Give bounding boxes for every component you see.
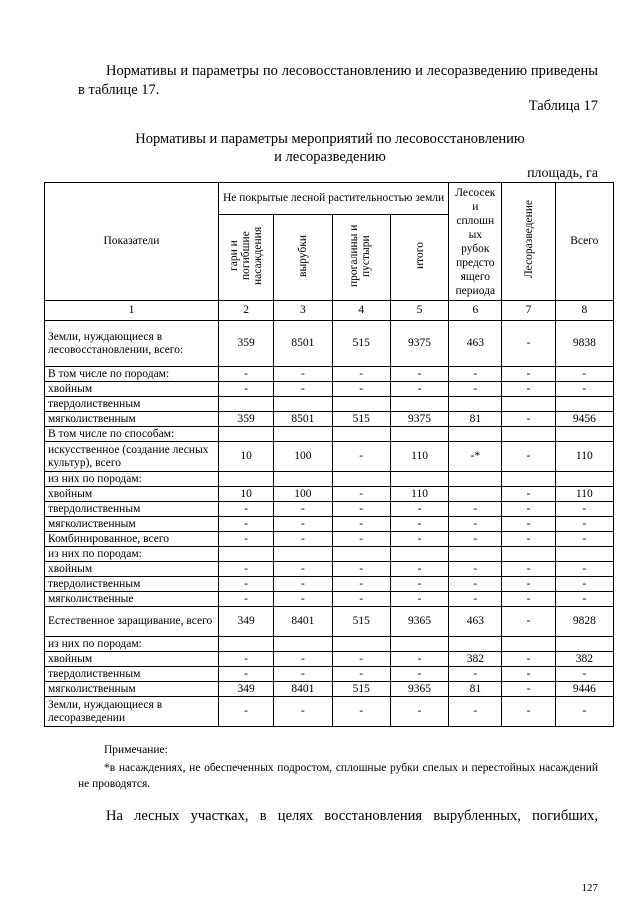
table-cell: - <box>449 517 502 532</box>
table-cell: 8501 <box>274 321 332 367</box>
table-cell <box>449 472 502 487</box>
header-uncovered-lands: Не покрытые лесной растительностью земли <box>218 183 448 215</box>
table-cell: - <box>274 502 332 517</box>
row-label: Земли, нуждающиеся в лесовосстановлении, всего: <box>45 321 219 367</box>
row-label: Земли, нуждающиеся в лесоразведении <box>45 697 219 727</box>
table-cell: - <box>390 697 448 727</box>
table-cell <box>555 427 613 442</box>
table-cell: 9365 <box>390 682 448 697</box>
table-cell: - <box>390 562 448 577</box>
table-cell: - <box>502 607 555 637</box>
table-cell: - <box>502 667 555 682</box>
table-cell: 515 <box>332 682 390 697</box>
note-title: Примечание: <box>104 744 168 756</box>
table-cell: 8501 <box>274 412 332 427</box>
table-cell: - <box>502 487 555 502</box>
table-cell <box>274 472 332 487</box>
table-cell: 9375 <box>390 321 448 367</box>
table-row <box>45 382 614 397</box>
table-row <box>45 682 614 697</box>
table-row <box>45 532 614 547</box>
table-row <box>45 577 614 592</box>
table-row <box>45 502 614 517</box>
table-cell: 9446 <box>555 682 613 697</box>
table-cell: 515 <box>332 607 390 637</box>
table-cell: - <box>502 697 555 727</box>
table-cell: 463 <box>449 607 502 637</box>
col-number: 2 <box>218 301 273 321</box>
table-row <box>45 607 614 637</box>
table-cell: - <box>449 667 502 682</box>
table-cell: - <box>502 502 555 517</box>
norms-table <box>44 182 614 727</box>
bottom-paragraph: На лесных участках, в целях восстановления вырубленных, погибших, <box>106 808 598 824</box>
col-number: 3 <box>274 301 332 321</box>
row-label: из них по породам: <box>45 472 219 487</box>
table-cell <box>502 427 555 442</box>
table-cell: - <box>449 697 502 727</box>
row-label: твердолиственным <box>45 667 219 682</box>
table-cell <box>390 472 448 487</box>
row-label: Естественное заращивание, всего <box>45 607 219 637</box>
table-cell: - <box>449 577 502 592</box>
table-cell: 515 <box>332 321 390 367</box>
table-cell: 100 <box>274 442 332 472</box>
table-cell <box>332 547 390 562</box>
col-number: 6 <box>449 301 502 321</box>
table-cell: - <box>390 517 448 532</box>
table-cell: 81 <box>449 682 502 697</box>
table-cell <box>332 427 390 442</box>
table-cell: 9828 <box>555 607 613 637</box>
table-cell: - <box>502 442 555 472</box>
table-cell: 463 <box>449 321 502 367</box>
table-row <box>45 442 614 472</box>
row-label: искусственное (создание лесных культур), всего <box>45 442 219 472</box>
area-unit-label: площадь, га <box>527 166 598 181</box>
table-cell: 359 <box>218 321 273 367</box>
table-cell <box>332 472 390 487</box>
table-cell: - <box>555 577 613 592</box>
table-cell: - <box>218 517 273 532</box>
table-cell: - <box>332 592 390 607</box>
table-cell: - <box>274 382 332 397</box>
table-cell <box>449 397 502 412</box>
table-row <box>45 667 614 682</box>
table-cell <box>449 427 502 442</box>
table-row <box>45 652 614 667</box>
header-cuttings-text: вырубки <box>296 234 309 277</box>
table-cell: - <box>502 682 555 697</box>
table-cell: - <box>274 667 332 682</box>
table-row <box>45 427 614 442</box>
table-cell: - <box>555 592 613 607</box>
table-cell: - <box>274 532 332 547</box>
table-cell: - <box>449 562 502 577</box>
header-cuttings <box>274 215 332 301</box>
table-row <box>45 637 614 652</box>
col-number: 5 <box>390 301 448 321</box>
row-label: мягколиственным <box>45 682 219 697</box>
header-afforestation-text: Лесоразведение <box>522 200 535 279</box>
table-cell: - <box>332 562 390 577</box>
table-cell: - <box>390 502 448 517</box>
table-cell: - <box>502 592 555 607</box>
table-row <box>45 562 614 577</box>
table-cell <box>218 637 273 652</box>
table-cell: - <box>332 697 390 727</box>
table-cell: - <box>274 562 332 577</box>
table-cell: - <box>332 577 390 592</box>
table-cell <box>555 472 613 487</box>
table-cell <box>274 547 332 562</box>
table-caption-line-2: и лесоразведению <box>274 149 386 165</box>
row-label: твердолиственным <box>45 397 219 412</box>
column-number-row <box>45 301 614 321</box>
table-cell: - <box>218 562 273 577</box>
intro-paragraph: Нормативы и параметры по лесовосстановлению и лесоразведению приведены в таблице 17. <box>78 63 598 98</box>
table-cell: 110 <box>390 442 448 472</box>
table-cell <box>218 427 273 442</box>
table-cell: 349 <box>218 682 273 697</box>
table-cell <box>218 397 273 412</box>
table-cell: - <box>218 367 273 382</box>
table-cell: - <box>502 652 555 667</box>
table-cell <box>390 547 448 562</box>
table-cell: - <box>555 697 613 727</box>
table-cell: - <box>502 532 555 547</box>
table-cell: - <box>274 367 332 382</box>
table-cell: 8401 <box>274 607 332 637</box>
table-cell: - <box>555 562 613 577</box>
table-cell: 349 <box>218 607 273 637</box>
col-number: 4 <box>332 301 390 321</box>
table-cell <box>332 397 390 412</box>
table-cell: - <box>218 667 273 682</box>
col-number: 7 <box>502 301 555 321</box>
row-label: мягколиственным <box>45 517 219 532</box>
row-label: твердолиственным <box>45 577 219 592</box>
table-cell: - <box>555 517 613 532</box>
table-row <box>45 397 614 412</box>
table-cell: 10 <box>218 487 273 502</box>
header-glades <box>332 215 390 301</box>
table-cell: 10 <box>218 442 273 472</box>
table-cell: 382 <box>555 652 613 667</box>
table-cell <box>390 427 448 442</box>
table-cell <box>555 547 613 562</box>
table-cell <box>274 427 332 442</box>
table-cell: - <box>218 697 273 727</box>
table-cell: - <box>274 652 332 667</box>
table-cell: - <box>449 382 502 397</box>
table-cell: - <box>218 592 273 607</box>
table-cell: - <box>332 667 390 682</box>
table-cell <box>502 637 555 652</box>
table-cell: 8401 <box>274 682 332 697</box>
table-cell: - <box>332 442 390 472</box>
table-cell: - <box>332 652 390 667</box>
table-cell: -* <box>449 442 502 472</box>
table-cell: - <box>390 532 448 547</box>
table-cell <box>449 547 502 562</box>
table-caption-line-1: Нормативы и параметры мероприятий по лесовосстановлению <box>135 131 525 147</box>
table-row <box>45 517 614 532</box>
table-cell: 100 <box>274 487 332 502</box>
col-number: 1 <box>45 301 219 321</box>
table-cell <box>502 397 555 412</box>
table-cell: - <box>274 517 332 532</box>
table-cell <box>449 637 502 652</box>
table-cell <box>449 487 502 502</box>
header-clearcuts <box>449 183 502 301</box>
table-cell: 9365 <box>390 607 448 637</box>
table-cell: - <box>390 367 448 382</box>
table-cell: 382 <box>449 652 502 667</box>
table-cell: - <box>218 652 273 667</box>
table-cell: - <box>555 382 613 397</box>
col-number: 8 <box>555 301 613 321</box>
table-cell: 81 <box>449 412 502 427</box>
row-label: хвойным <box>45 487 219 502</box>
table-cell: - <box>502 321 555 367</box>
table-row <box>45 547 614 562</box>
note-text: *в насаждениях, не обеспеченных подростом, сплошные рубки спелых и перестойных насаждений не проводятся. <box>78 762 598 790</box>
table-cell: - <box>218 577 273 592</box>
table-cell: - <box>390 592 448 607</box>
table-cell: - <box>390 667 448 682</box>
table-cell: - <box>449 367 502 382</box>
table-cell: - <box>502 412 555 427</box>
table-cell: 110 <box>390 487 448 502</box>
table-cell: - <box>390 652 448 667</box>
table-cell: - <box>332 382 390 397</box>
table-cell <box>274 637 332 652</box>
row-label: хвойным <box>45 382 219 397</box>
table-cell: - <box>555 667 613 682</box>
table-cell: - <box>449 532 502 547</box>
header-subtotal <box>390 215 448 301</box>
table-cell: - <box>502 367 555 382</box>
table-cell <box>390 637 448 652</box>
header-indicators: Показатели <box>45 183 219 301</box>
row-label: мягколиственные <box>45 592 219 607</box>
table-cell: - <box>502 382 555 397</box>
table-cell: 9838 <box>555 321 613 367</box>
table-cell: - <box>555 367 613 382</box>
table-row <box>45 367 614 382</box>
table-cell <box>555 637 613 652</box>
row-label: из них по породам: <box>45 637 219 652</box>
table-cell <box>218 547 273 562</box>
header-glades-text: прогалины и пустыри <box>348 224 373 287</box>
table-cell: - <box>218 502 273 517</box>
table-cell: 110 <box>555 487 613 502</box>
table-cell: 9375 <box>390 412 448 427</box>
table-cell: 359 <box>218 412 273 427</box>
header-afforestation <box>502 183 555 301</box>
row-label: из них по породам: <box>45 547 219 562</box>
table-cell: 110 <box>555 442 613 472</box>
table-cell: 9456 <box>555 412 613 427</box>
table-cell: - <box>332 502 390 517</box>
table-row <box>45 697 614 727</box>
row-label: хвойным <box>45 652 219 667</box>
table-cell: - <box>502 577 555 592</box>
table-row <box>45 321 614 367</box>
table-cell <box>555 397 613 412</box>
table-cell: - <box>218 382 273 397</box>
row-label: твердолиственным <box>45 502 219 517</box>
header-burnt <box>218 215 273 301</box>
header-burnt-text: гари и погибшие насаждения <box>228 226 265 285</box>
table-cell: - <box>390 382 448 397</box>
table-cell <box>332 637 390 652</box>
table-cell: - <box>502 562 555 577</box>
header-clearcuts-text: Лесосек и сплошн ых рубок предсто ящего периода <box>455 186 496 297</box>
table-cell: - <box>502 517 555 532</box>
table-row <box>45 487 614 502</box>
table-cell: 515 <box>332 412 390 427</box>
table-cell: - <box>332 367 390 382</box>
table-cell: - <box>274 577 332 592</box>
table-cell: - <box>274 697 332 727</box>
page-number: 127 <box>581 882 598 894</box>
table-cell: - <box>390 577 448 592</box>
table-cell: - <box>555 502 613 517</box>
table-cell: - <box>449 592 502 607</box>
table-cell: - <box>555 532 613 547</box>
table-cell <box>218 472 273 487</box>
table-cell: - <box>218 532 273 547</box>
header-subtotal-text: итого <box>413 242 426 269</box>
table-cell <box>502 472 555 487</box>
header-total-all: Всего <box>555 183 613 301</box>
row-label: В том числе по породам: <box>45 367 219 382</box>
table-cell: - <box>274 592 332 607</box>
table-cell: - <box>332 532 390 547</box>
row-label: хвойным <box>45 562 219 577</box>
row-label: В том числе по способам: <box>45 427 219 442</box>
table-cell <box>502 547 555 562</box>
table-row <box>45 412 614 427</box>
table-row <box>45 472 614 487</box>
table-cell: - <box>332 517 390 532</box>
table-number-label: Таблица 17 <box>528 98 598 114</box>
table-cell: - <box>449 502 502 517</box>
table-cell: - <box>332 487 390 502</box>
row-label: Комбинированное, всего <box>45 532 219 547</box>
row-label: мягколиственным <box>45 412 219 427</box>
table-cell <box>390 397 448 412</box>
table-row <box>45 592 614 607</box>
table-cell <box>274 397 332 412</box>
